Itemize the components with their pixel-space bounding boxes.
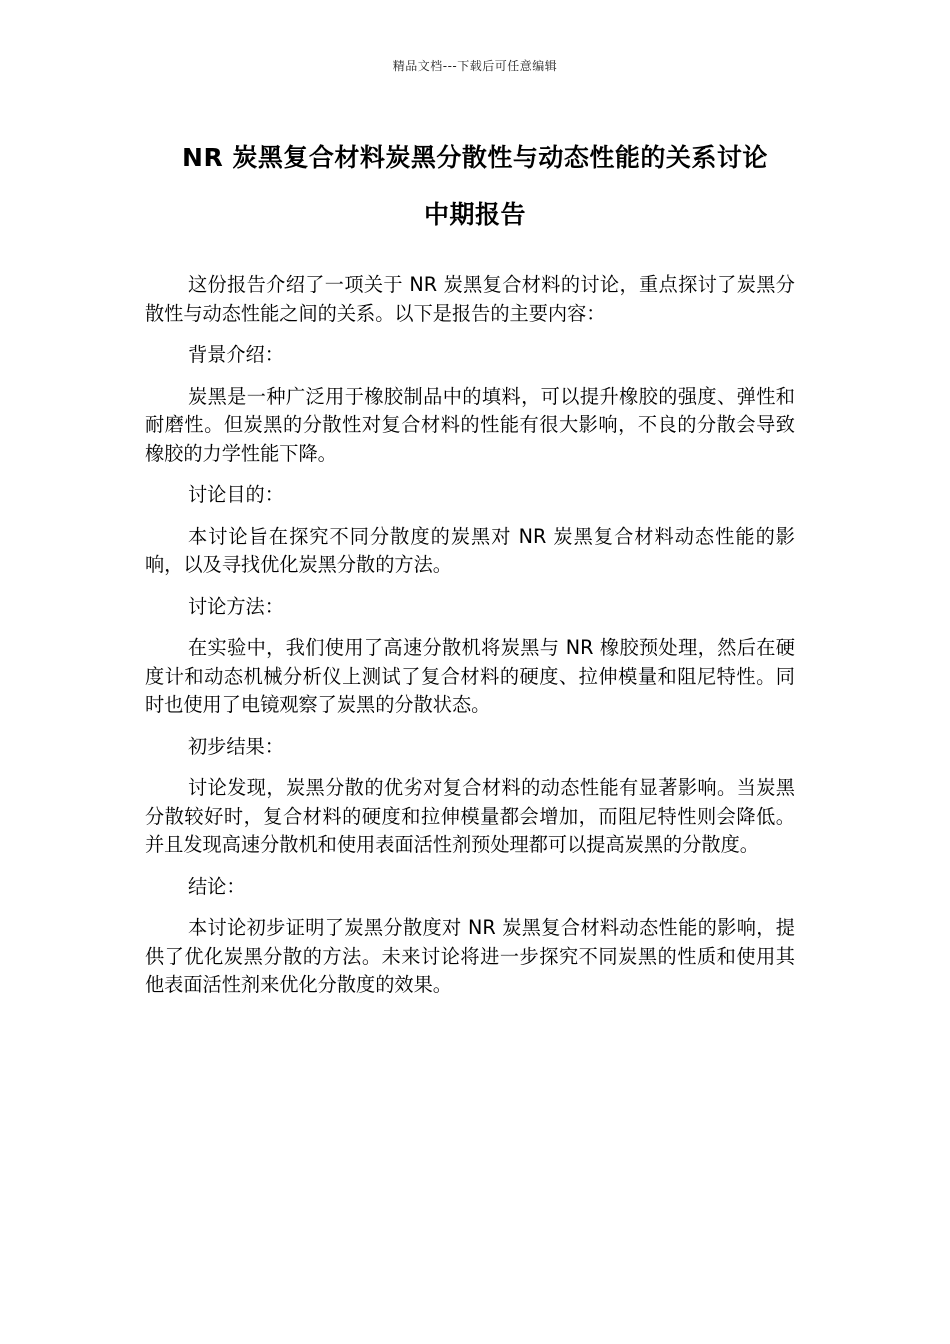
section-text-background: 炭黑是一种广泛用于橡胶制品中的填料，可以提升橡胶的强度、弹性和耐磨性。但炭黑的分散性对复合材料的性能有很大影响，不良的分散会导致橡胶的力学性能下降。 [145, 384, 795, 465]
section-heading-conclusion: 结论： [188, 874, 246, 898]
body-content [145, 271, 795, 1013]
title-line-2: 中期报告 [423, 200, 526, 229]
section-text-results: 讨论发现，炭黑分散的优劣对复合材料的动态性能有显著影响。当炭黑分散较好时，复合材料的硬度和拉伸模量都会增加，而阻尼特性则会降低。并且发现高速分散机和使用表面活性剂预处理都可以提高炭黑的分散度。 [145, 776, 795, 856]
section-heading-purpose: 讨论目的： [188, 483, 284, 506]
title-line-1: NR 炭黑复合材料炭黑分散性与动态性能的关系讨论 [182, 143, 768, 172]
header-note: 精品文档---下载后可任意编辑 [392, 59, 558, 73]
section-heading-results: 初步结果： [188, 734, 284, 758]
section-text-method: 在实验中，我们使用了高速分散机将炭黑与 NR 橡胶预处理，然后在硬度计和动态机械分析仪上测试了复合材料的硬度、拉伸模量和阻尼特性。同时也使用了电镜观察了炭黑的分散状态。 [145, 636, 795, 716]
section-heading-background: 背景介绍： [188, 343, 284, 366]
section-heading-method: 讨论方法： [188, 594, 284, 618]
intro-paragraph: 这份报告介绍了一项关于 NR 炭黑复合材料的讨论，重点探讨了炭黑分散性与动态性能之间的关系。以下是报告的主要内容： [145, 273, 795, 325]
section-text-conclusion: 本讨论初步证明了炭黑分散度对 NR 炭黑复合材料动态性能的影响，提供了优化炭黑分散的方法。未来讨论将进一步探究不同炭黑的性质和使用其他表面活性剂来优化分散度的效果。 [145, 916, 795, 996]
section-text-purpose: 本讨论旨在探究不同分散度的炭黑对 NR 炭黑复合材料动态性能的影响，以及寻找优化炭黑分散的方法。 [145, 524, 795, 576]
